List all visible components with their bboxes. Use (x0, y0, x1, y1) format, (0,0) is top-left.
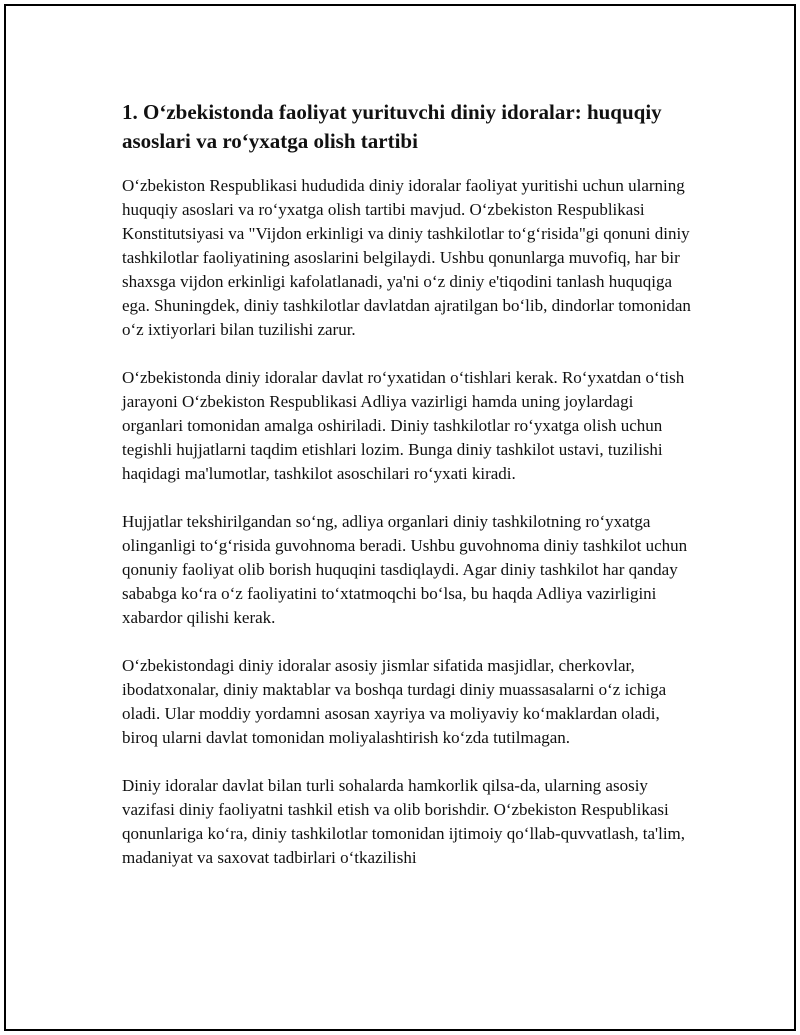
paragraph-4: O‘zbekistondagi diniy idoralar asosiy jismlar sifatida masjidlar, cherkovlar, ibodatxonalar, diniy maktablar va boshqa turdagi diniy muassasalarni o‘z ichiga oladi. Ular moddiy yordamni asosan xayriya va moliyaviy ko‘maklardan oladi, biroq ularni davlat tomonidan moliyalashtirish ko‘zda tutilmagan. (122, 656, 667, 747)
paragraph-2: O‘zbekistonda diniy idoralar davlat ro‘yxatidan o‘tishlari kerak. Ro‘yxatdan o‘tish jarayoni O‘zbekiston Respublikasi Adliya vazirligi hamda uning joylardagi organlari tomonidan amalga oshiriladi. Diniy tashkilotlar ro‘yxatga olish uchun tegishli hujjatlarni taqdim etishlari lozim. Bunga diniy tashkilot ustavi, tuzilishi haqidagi ma'lumotlar, tashkilot asoschilari ro‘yxati kiradi. (122, 368, 685, 483)
paragraph-3: Hujjatlar tekshirilgandan so‘ng, adliya organlari diniy tashkilotning ro‘yxatga olinganligi to‘g‘risida guvohnoma beradi. Ushbu guvohnoma diniy tashkilot uchun qonuniy faoliyat olib borish huquqini tasdiqlaydi. Agar diniy tashkilot har qanday sababga ko‘ra o‘z faoliyatini to‘xtatmoqchi bo‘lsa, bu haqda Adliya vazirligini xabardor qilishi kerak. (122, 512, 688, 627)
document-heading: 1. O‘zbekistonda faoliyat yurituvchi diniy idoralar: huquqiy asoslari va ro‘yxatga olish tartibi (122, 100, 662, 153)
document-body (122, 98, 698, 894)
paragraph-5: Diniy idoralar davlat bilan turli sohalarda hamkorlik qilsa-da, ularning asosiy vazifasi diniy faoliyatni tashkil etish va olib borishdir. O‘zbekiston Respublikasi qonunlariga ko‘ra, diniy tashkilotlar tomonidan ijtimoiy qo‘llab-quvvatlash, ta'lim, madaniyat va saxovat tadbirlari o‘tkazilishi (122, 776, 686, 867)
paragraph-1: O‘zbekiston Respublikasi hududida diniy idoralar faoliyat yuritishi uchun ularning huquqiy asoslari va ro‘yxatga olish tartibi mavjud. O‘zbekiston Respublikasi Konstitutsiyasi va "Vijdon erkinligi va diniy tashkilotlar to‘g‘risida"gi qonuni diniy tashkilotlar faoliyatining asoslarini belgilaydi. Ushbu qonunlarga muvofiq, har bir shaxsga vijdon erkinligi kafolatlanadi, ya'ni o‘z diniy e'tiqodini tanlash huquqiga ega. Shuningdek, diniy tashkilotlar davlatdan ajratilgan bo‘lib, dindorlar tomonidan o‘z ixtiyorlari bilan tuzilishi zarur. (122, 176, 691, 339)
document-page (4, 4, 796, 1031)
